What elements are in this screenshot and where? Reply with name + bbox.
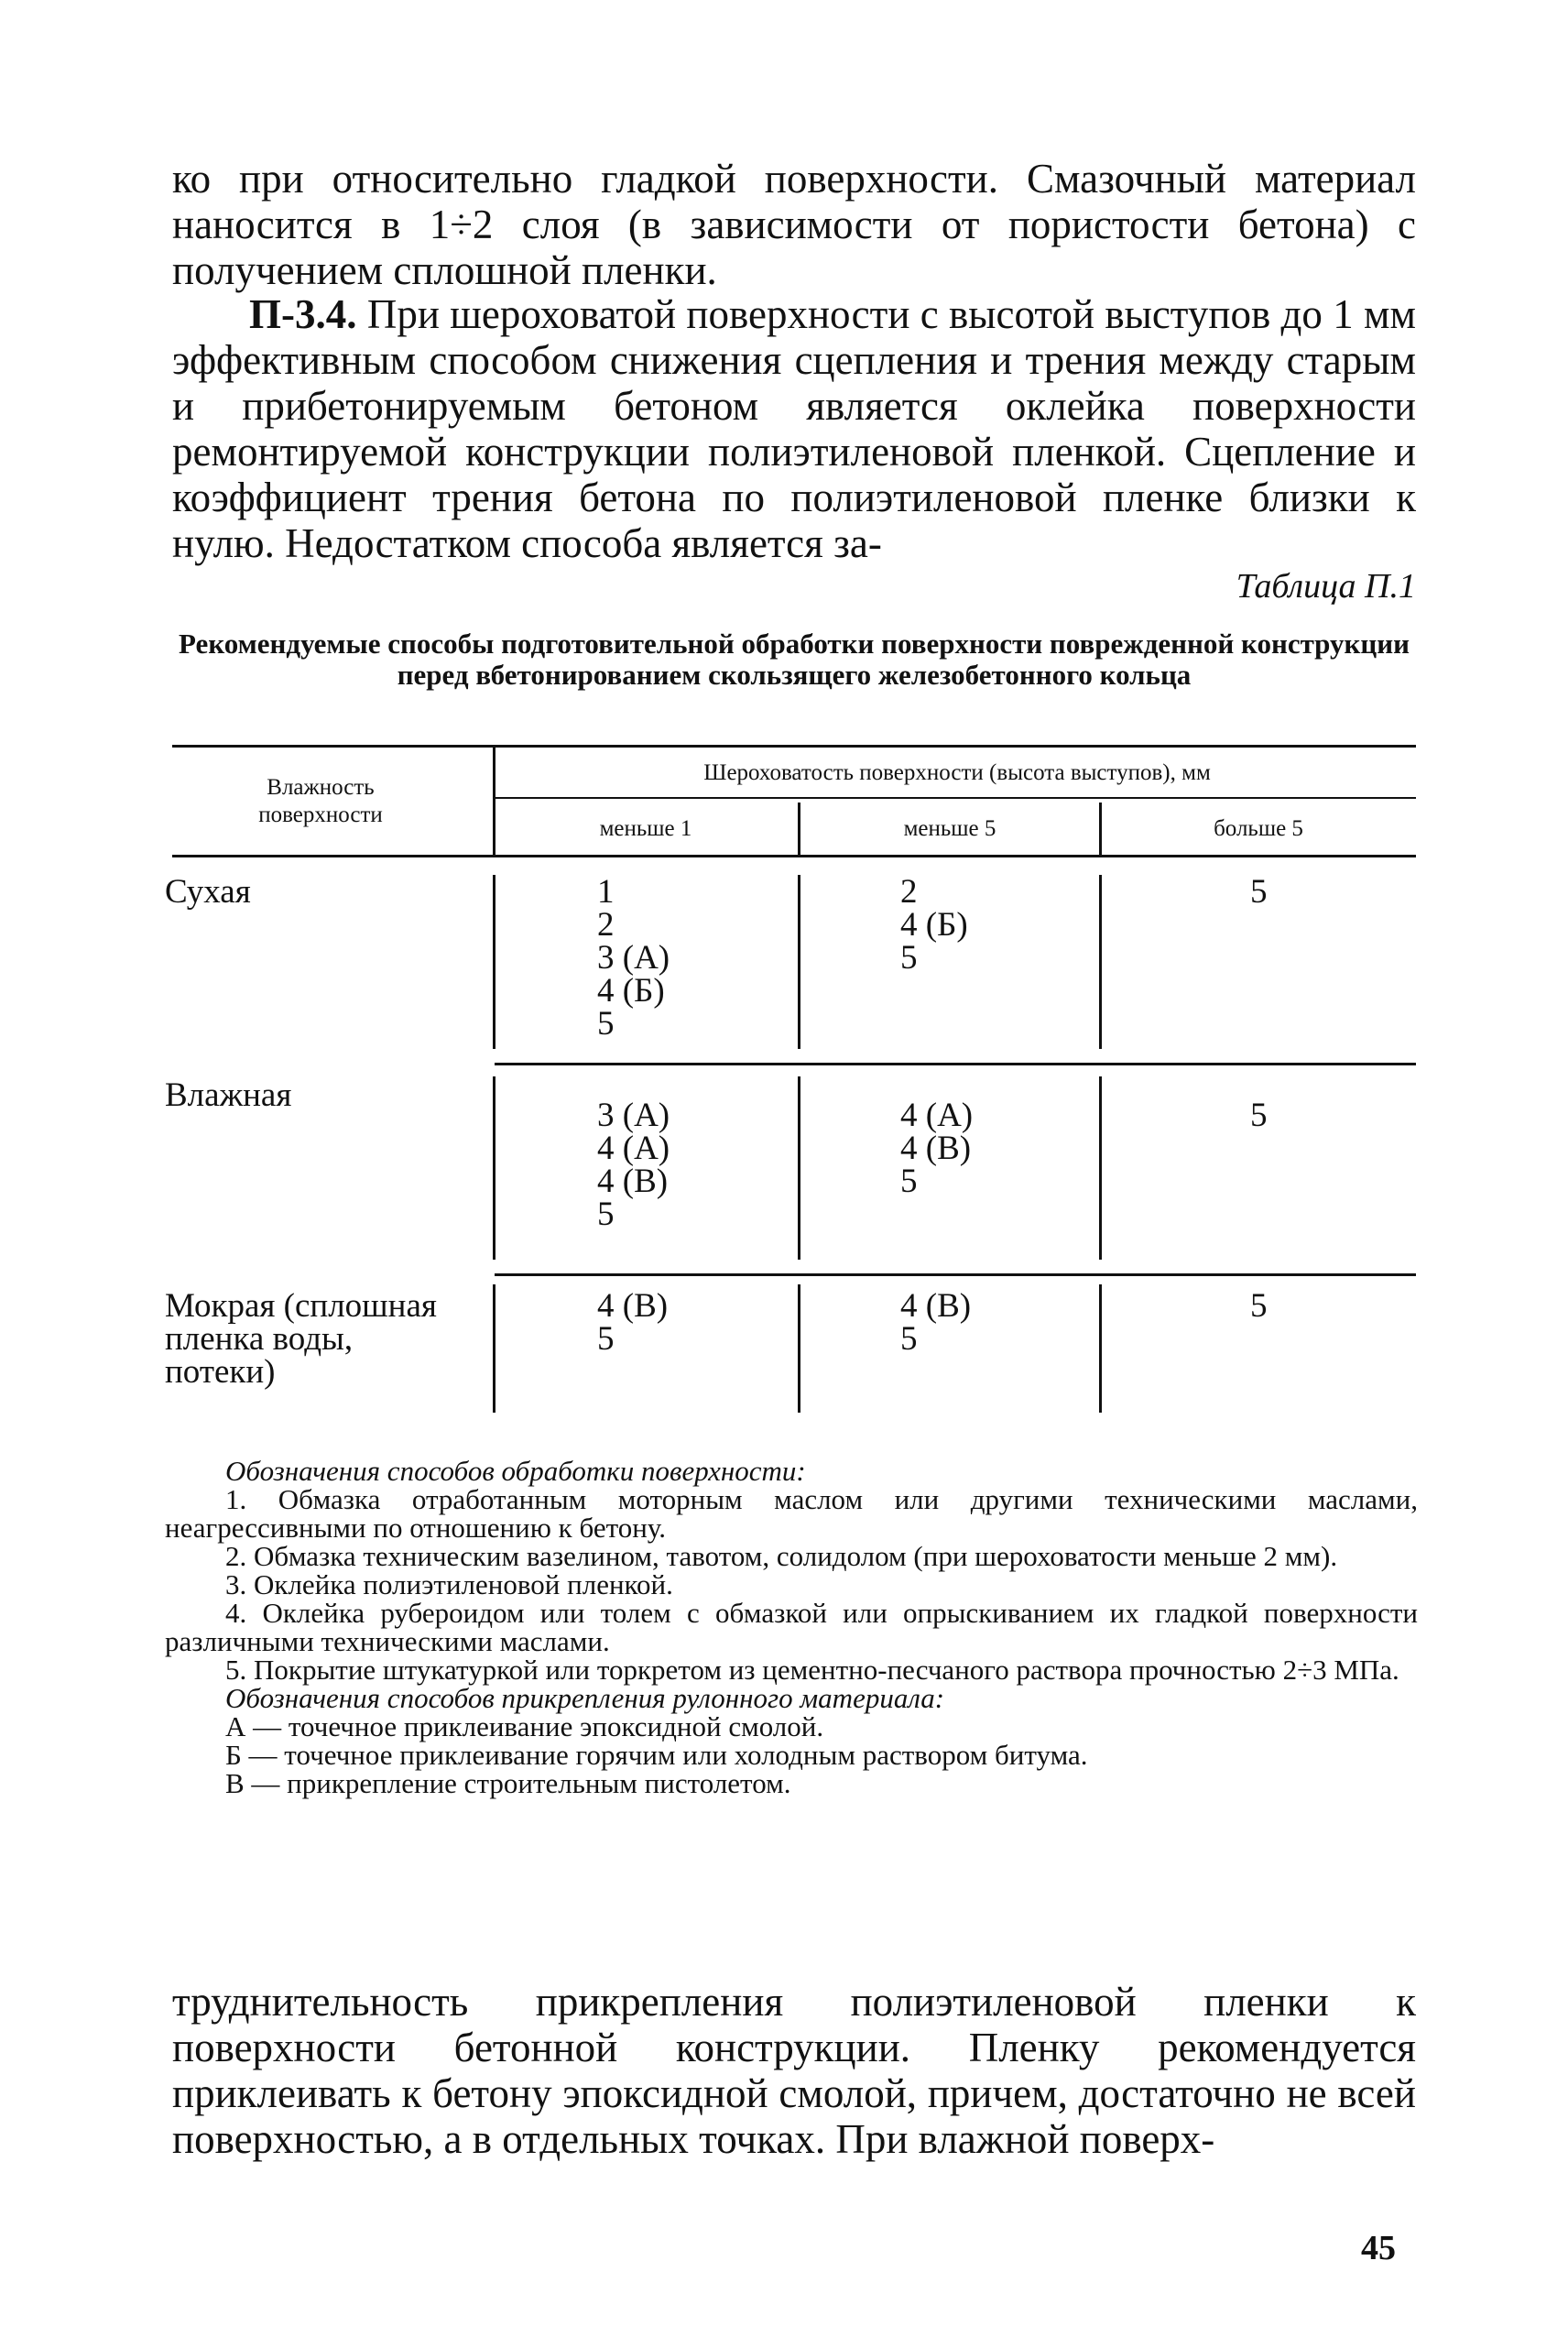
note-fixing-a: А — точечное приклеивание эпоксидной смолой. bbox=[225, 1710, 824, 1742]
notes-methods-title: Обозначения способов обработки поверхности: bbox=[225, 1455, 806, 1487]
table-subheader-lt5: меньше 5 bbox=[903, 816, 996, 841]
note-method-2: 2. Обмазка техническим вазелином, тавотом, солидолом (при шероховатости меньше 2 мм). bbox=[225, 1540, 1338, 1572]
notes-fixing-title: Обозначения способов прикрепления рулонного материала: bbox=[225, 1682, 945, 1714]
section-text: При шероховатой поверхности с высотой выступов до 1 мм эффективным способом снижения сцепления и трения между старым и прибетонируемым бетоном является оклейка поверхности ремонтируемой конструкции полиэтиленовой пленкой. Сцепление и коэффициент трения бетона по полиэтиленовой пленке близки к нулю. Недостатком способа является за- bbox=[172, 291, 1416, 566]
table-column-divider bbox=[1099, 803, 1102, 857]
note-fixing-b: Б — точечное приклеивание горячим или холодным раствором битума. bbox=[225, 1739, 1088, 1771]
table-column-divider bbox=[493, 1284, 495, 1413]
cell-dry-lt1: 1 2 3 (А) 4 (Б) 5 bbox=[597, 873, 670, 1043]
paragraph-bottom: труднительность прикрепления полиэтиленовой пленки к поверхности бетонной конструкции. Пленку рекомендуется приклеивать к бетону эпоксидной смолой, причем, достаточно не всей поверхностью, а в отдельных точках. При влажной поверх- bbox=[172, 1979, 1416, 2162]
note-method-5: 5. Покрытие штукатуркой или торкретом из цементно-песчаного раствора прочностью 2÷3 МПа. bbox=[225, 1654, 1399, 1686]
section-number: П-3.4. bbox=[249, 291, 357, 337]
row-label-moist: Влажная bbox=[165, 1076, 292, 1114]
table-column-divider bbox=[493, 875, 495, 1049]
table-column-divider bbox=[1099, 1284, 1102, 1413]
table-label: Таблица П.1 bbox=[1236, 567, 1416, 606]
table-header-humidity: Влажность поверхности bbox=[258, 775, 383, 827]
table-column-divider bbox=[798, 803, 800, 857]
row-label-wet: Мокрая (сплошная пленка воды, потеки) bbox=[165, 1287, 437, 1391]
paragraph-p-3-4 bbox=[172, 291, 1416, 566]
table-subheader-rule bbox=[495, 797, 1416, 799]
table-column-divider bbox=[1099, 875, 1102, 1049]
note-method-1: 1. Обмазка отработанным моторным маслом или другими техническими маслами, неагрессивными по отношению к бетону. bbox=[165, 1483, 1418, 1544]
table-column-divider bbox=[493, 748, 495, 857]
table-header-roughness: Шероховатость поверхности (высота выступов), мм bbox=[703, 760, 1211, 785]
cell-dry-gt5: 5 bbox=[1250, 873, 1268, 911]
table-header-bottom-rule bbox=[172, 855, 1416, 857]
table-subheader-lt1: меньше 1 bbox=[599, 816, 692, 841]
table-row-separator bbox=[495, 1273, 1416, 1276]
cell-moist-lt1: 3 (А) 4 (А) 4 (В) 5 bbox=[597, 1097, 670, 1233]
cell-wet-gt5: 5 bbox=[1250, 1287, 1268, 1325]
table-row-separator bbox=[495, 1063, 1416, 1065]
cell-dry-lt5: 2 4 (Б) 5 bbox=[900, 873, 968, 977]
note-method-3: 3. Оклейка полиэтиленовой пленкой. bbox=[225, 1568, 673, 1600]
cell-moist-gt5: 5 bbox=[1250, 1097, 1268, 1134]
table-column-divider bbox=[798, 1076, 800, 1260]
cell-moist-lt5: 4 (А) 4 (В) 5 bbox=[900, 1097, 974, 1200]
table-column-divider bbox=[493, 1076, 495, 1260]
table-column-divider bbox=[1099, 1076, 1102, 1260]
table-notes bbox=[165, 1457, 1418, 1797]
note-method-4: 4. Оклейка рубероидом или толем с обмазкой или опрыскиванием их гладкой поверхности различными техническими маслами. bbox=[165, 1597, 1418, 1657]
table-column-divider bbox=[798, 875, 800, 1049]
page-number: 45 bbox=[1361, 2229, 1396, 2267]
table-title: Рекомендуемые способы подготовительной обработки поверхности поврежденной конструкции перед вбетонированием скользящего железобетонного кольца bbox=[179, 628, 1410, 691]
paragraph-top: ко при относительно гладкой поверхности. Смазочный материал наносится в 1÷2 слоя (в зависимости от пористости бетона) с получением сплошной пленки. bbox=[172, 156, 1416, 293]
table-subheader-gt5: больше 5 bbox=[1214, 816, 1303, 841]
table-column-divider bbox=[798, 1284, 800, 1413]
cell-wet-lt1: 4 (В) 5 bbox=[597, 1287, 669, 1358]
table-top-rule bbox=[172, 745, 1416, 748]
row-label-dry: Сухая bbox=[165, 873, 251, 911]
note-fixing-c: В — прикрепление строительным пистолетом. bbox=[225, 1767, 791, 1799]
cell-wet-lt5: 4 (В) 5 bbox=[900, 1287, 972, 1358]
